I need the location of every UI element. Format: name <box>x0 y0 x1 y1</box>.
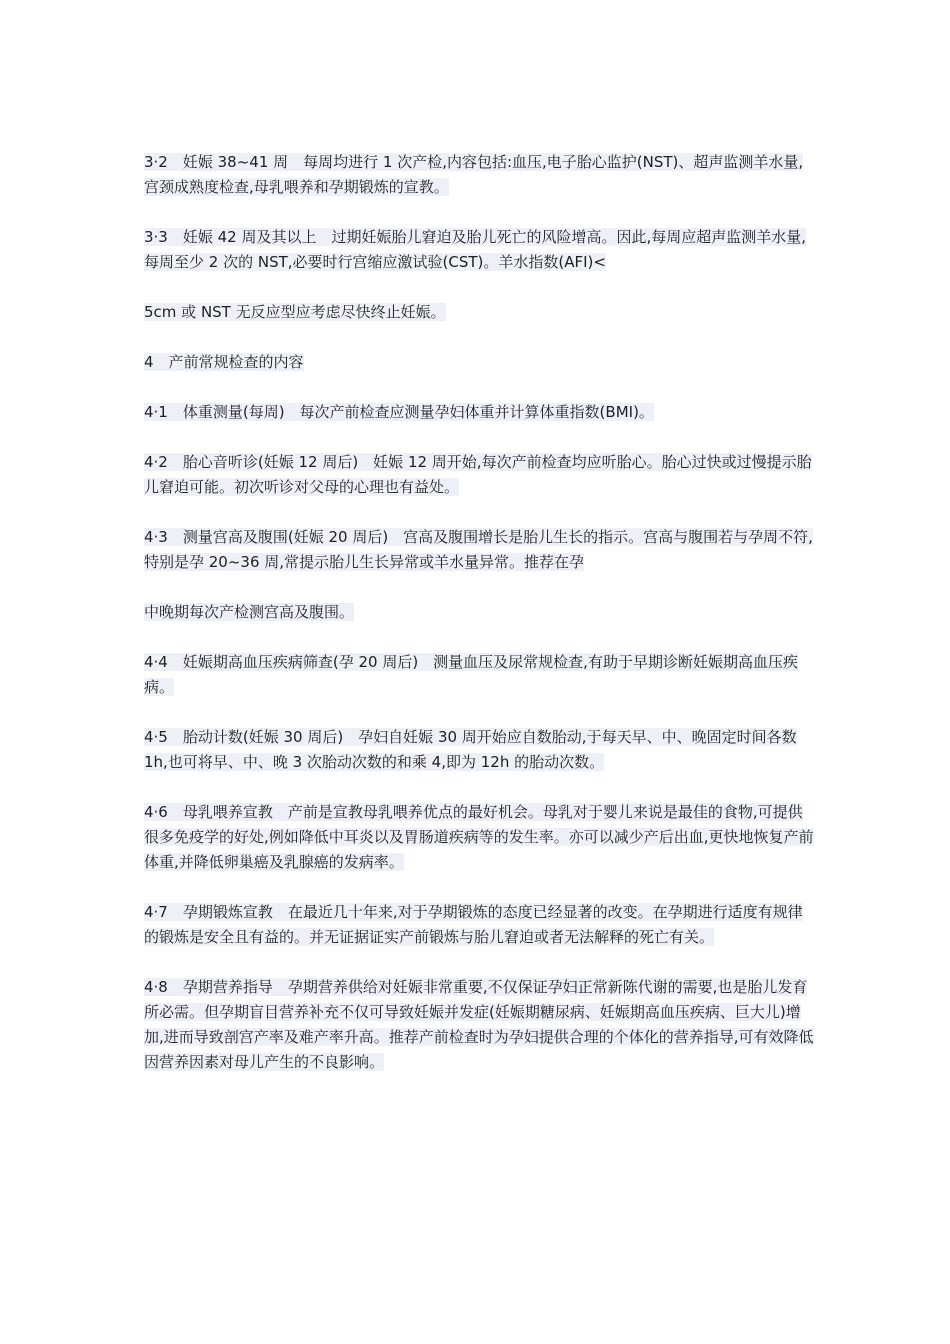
paragraph-4-3 <box>144 525 814 575</box>
paragraph-text: 4·4 妊娠期高血压疾病筛查(孕 20 周后) 测量血压及尿常规检查,有助于早期诊断妊娠期高血压疾病。 <box>144 653 798 696</box>
paragraph-4-4 <box>144 650 814 700</box>
paragraph-4-3-continued <box>144 600 814 625</box>
paragraph-4-2 <box>144 450 814 500</box>
paragraph-text: 4·6 母乳喂养宣教 产前是宣教母乳喂养优点的最好机会。母乳对于婴儿来说是最佳的食物,可提供很多免疫学的好处,例如降低中耳炎以及胃肠道疾病等的发生率。亦可以减少产后出血,更快地恢复产前体重,并降低卵巢癌及乳腺癌的发病率。 <box>144 803 814 871</box>
paragraph-text: 4·7 孕期锻炼宣教 在最近几十年来,对于孕期锻炼的态度已经显著的改变。在孕期进行适度有规律的锻炼是安全且有益的。并无证据证实产前锻炼与胎儿窘迫或者无法解释的死亡有关。 <box>144 903 803 946</box>
section-heading-4 <box>144 350 814 375</box>
paragraph-text: 4·2 胎心音听诊(妊娠 12 周后) 妊娠 12 周开始,每次产前检查均应听胎心。胎心过快或过慢提示胎儿窘迫可能。初次听诊对父母的心理也有益处。 <box>144 453 812 496</box>
paragraph-4-8 <box>144 975 814 1075</box>
paragraph-4-7 <box>144 900 814 950</box>
paragraph-text: 3·2 妊娠 38~41 周 每周均进行 1 次产检,内容包括:血压,电子胎心监护(NST)、超声监测羊水量,宫颈成熟度检查,母乳喂养和孕期锻炼的宣教。 <box>144 153 804 196</box>
document-body <box>144 150 814 1100</box>
paragraph-3-3 <box>144 225 814 275</box>
paragraph-4-5 <box>144 725 814 775</box>
paragraph-3-3-continued <box>144 300 814 325</box>
paragraph-text: 中晚期每次产检测宫高及腹围。 <box>144 603 355 621</box>
paragraph-text: 3·3 妊娠 42 周及其以上 过期妊娠胎儿窘迫及胎儿死亡的风险增高。因此,每周应超声监测羊水量,每周至少 2 次的 NST,必要时行宫缩应激试验(CST)。羊水指数(AFI)< <box>144 228 807 271</box>
paragraph-text: 5cm 或 NST 无反应型应考虑尽快终止妊娠。 <box>144 303 446 321</box>
heading-text: 4 产前常规检查的内容 <box>144 353 304 371</box>
paragraph-text: 4·8 孕期营养指导 孕期营养供给对妊娠非常重要,不仅保证孕妇正常新陈代谢的需要,也是胎儿发育所必需。但孕期盲目营养补充不仅可导致妊娠并发症(妊娠期糖尿病、妊娠期高血压疾病、巨大儿)增加,进而导致剖宫产率及难产率升高。推荐产前检查时为孕妇提供合理的个体化的营养指导,可有效降低因营养因素对母儿产生的不良影响。 <box>144 978 814 1071</box>
paragraph-4-1 <box>144 400 814 425</box>
paragraph-text: 4·3 测量宫高及腹围(妊娠 20 周后) 宫高及腹围增长是胎儿生长的指示。宫高与腹围若与孕周不符,特别是孕 20~36 周,常提示胎儿生长异常或羊水量异常。推荐在孕 <box>144 528 813 571</box>
paragraph-4-6 <box>144 800 814 875</box>
paragraph-text: 4·5 胎动计数(妊娠 30 周后) 孕妇自妊娠 30 周开始应自数胎动,于每天早、中、晚固定时间各数 1h,也可将早、中、晚 3 次胎动次数的和乘 4,即为 12h 的胎动次数。 <box>144 728 797 771</box>
paragraph-3-2 <box>144 150 814 200</box>
paragraph-text: 4·1 体重测量(每周) 每次产前检查应测量孕妇体重并计算体重指数(BMI)。 <box>144 403 654 421</box>
